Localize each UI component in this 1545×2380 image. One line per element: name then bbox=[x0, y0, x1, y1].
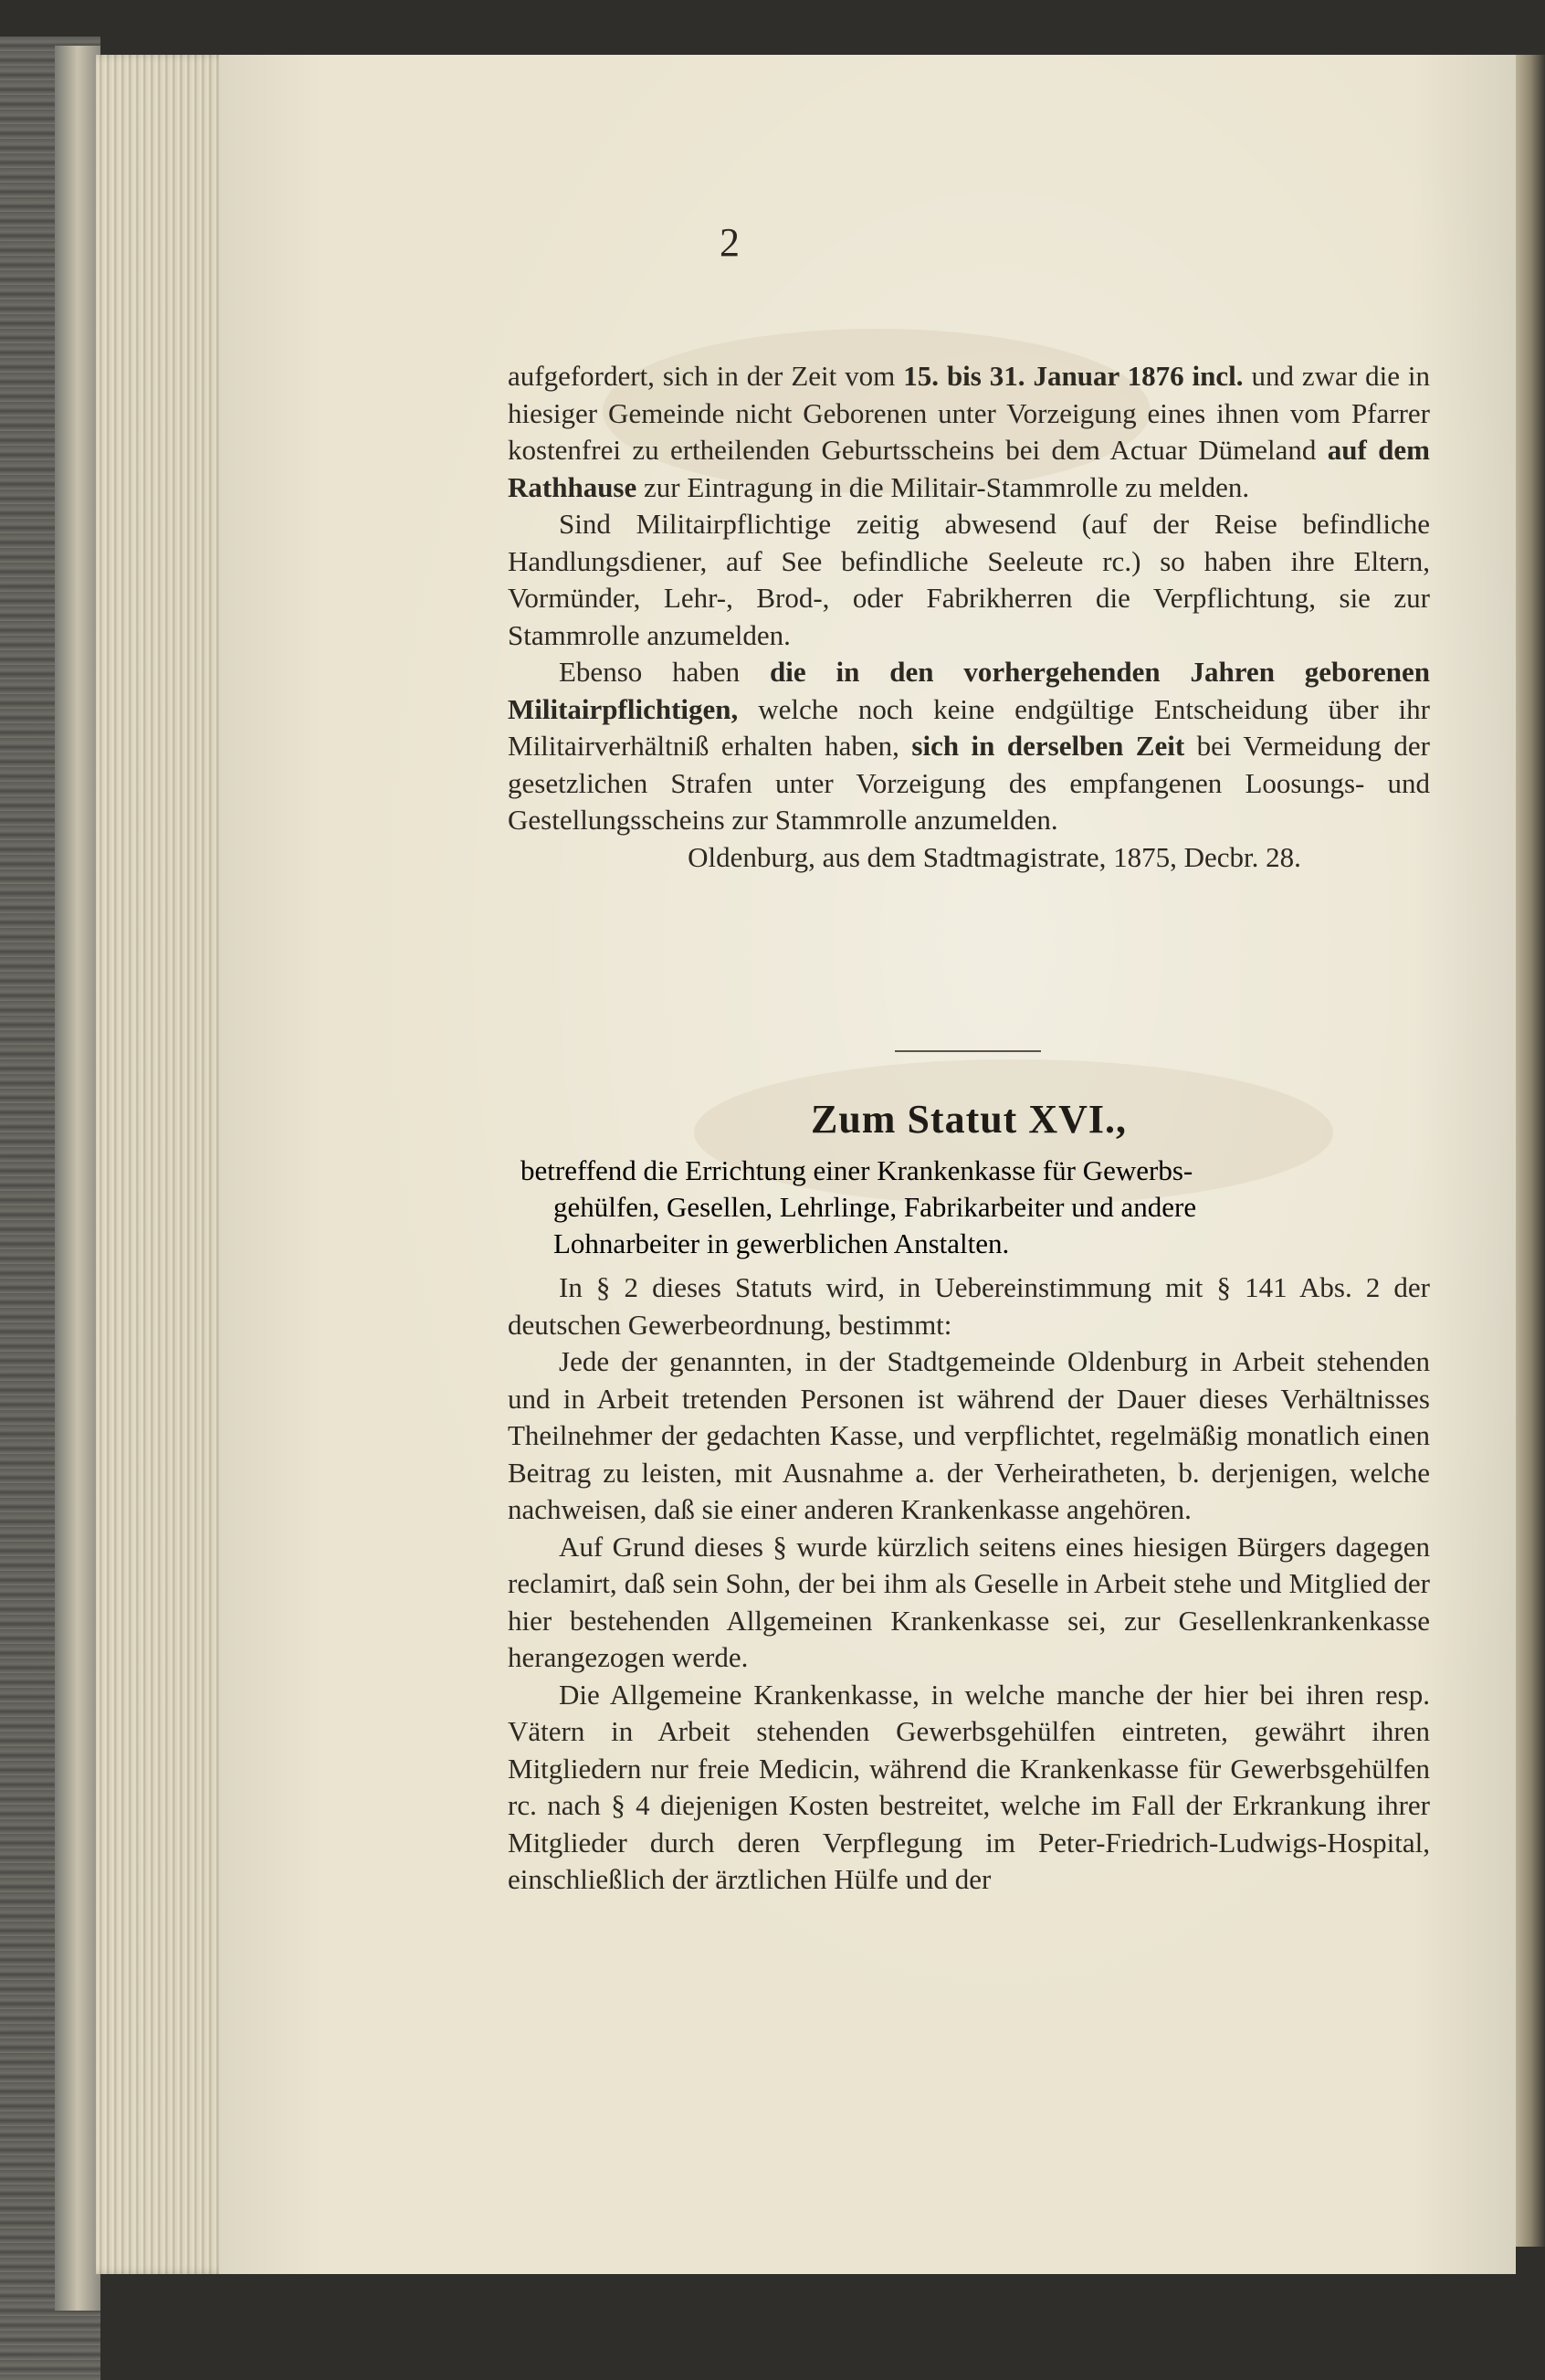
subtitle-line: Lohnarbeiter in gewerblichen Anstalten. bbox=[553, 1227, 1010, 1259]
statute-paragraph: Die Allgemeine Krankenkasse, in welche manche der hier bei ihren resp. Vätern in Arbeit stehenden Gewerbsgehülfen eintreten, gewährt ihren Mitgliedern nur freie Medicin, während die Krankenkasse für Gewerbsgehülfen rc. nach § 4 diejenigen Kosten bestreitet, welche im Fall der Erkrankung ihrer Mitglieder durch deren Verpflegung im Peter-Friedrich-Ludwigs-Hospital, einschließlich der ärztlichen Hülfe und der bbox=[508, 1678, 1430, 1895]
body-text: Ebenso haben bbox=[559, 656, 771, 688]
body-text: aufgefordert, sich in der Zeit vom bbox=[508, 360, 904, 392]
subtitle-line: betreffend die Errichtung einer Krankenkasse für Gewerbs- bbox=[520, 1154, 1193, 1186]
emphasized-text: 15. bis 31. Januar 1876 incl. bbox=[903, 360, 1244, 392]
body-text: zur Eintragung in die Militair-Stammrolle zu melden. bbox=[636, 470, 1250, 503]
book-binding bbox=[55, 46, 100, 2311]
emphasized-text: die in den vorhergehenden Jahren geborenen Militairpflichtigen, bbox=[508, 656, 1431, 725]
page-number: 2 bbox=[720, 220, 740, 265]
notice-paragraph bbox=[508, 506, 1430, 654]
signature-line: Oldenburg, aus dem Stadtmagistrate, 1875, Decbr. 28. bbox=[688, 840, 1301, 873]
body-text: und zwar die in hiesiger Gemeinde nicht Geborenen unter Vorzeigung eines ihnen vom Pfarrer kostenfrei zu ertheilenden Geburtsscheins bei dem Actuar Dümeland bbox=[508, 360, 1431, 466]
emphasized-text: sich in derselben Zeit bbox=[911, 730, 1185, 762]
statute-paragraph: Jede der genannten, in der Stadtgemeinde Oldenburg in Arbeit stehenden und in Arbeit tretenden Personen ist während der Dauer dieses Verhältnisses Theilnehmer der gedachten Kasse, und verpflichtet, regelmäßig monatlich einen Beitrag zu leisten, mit Ausnahme a. der Verheiratheten, b. derjenigen, welche nachweisen, daß sie einer anderen Krankenkasse angehören. bbox=[508, 1345, 1430, 1525]
notice-text-top bbox=[508, 358, 1430, 876]
notice-paragraph bbox=[508, 654, 1430, 839]
statute-paragraph: Auf Grund dieses § wurde kürzlich seitens eines hiesigen Bürgers dagegen reclamirt, daß sein Sohn, der bei ihm als Geselle in Arbeit stehe und Mitglied der hier bestehenden Allgemeinen Krankenkasse sei, zur Gesellenkrankenkasse herangezogen werde. bbox=[508, 1530, 1430, 1673]
body-text: Sind Militairpflichtige zeitig abwesend (auf der Reise befindliche Handlungsdiener, auf See befindliche Seeleute rc.) so haben ihre Eltern, Vormünder, Lehr-, Brod-, oder Fabrikherren die Verpflichtung, sie zur Stammrolle anzumelden. bbox=[508, 508, 1430, 651]
section-subtitle bbox=[520, 1153, 1434, 1262]
section-divider bbox=[895, 1050, 1041, 1052]
notice-paragraph bbox=[508, 358, 1430, 506]
statute-paragraph: In § 2 dieses Statuts wird, in Uebereinstimmung mit § 141 Abs. 2 der deutschen Gewerbeordnung, bestimmt: bbox=[508, 1271, 1430, 1341]
page-edges-stack bbox=[96, 55, 233, 2274]
section-heading: Zum Statut XVI., bbox=[810, 1097, 1128, 1142]
subtitle-line: gehülfen, Gesellen, Lehrlinge, Fabrikarbeiter und andere bbox=[553, 1191, 1197, 1223]
emphasized-text: auf dem Rathhause bbox=[508, 434, 1431, 503]
statute-text-bottom bbox=[508, 1269, 1430, 1899]
body-text: welche noch keine endgültige Entscheidung über ihr Militairverhältniß erhalten haben, bbox=[508, 692, 1430, 762]
body-text: bei Vermeidung der gesetzlichen Strafen unter Vorzeigung des empfangenen Loosungs- und Gestellungsscheins zur Stammrolle anzumelden. bbox=[508, 730, 1430, 836]
